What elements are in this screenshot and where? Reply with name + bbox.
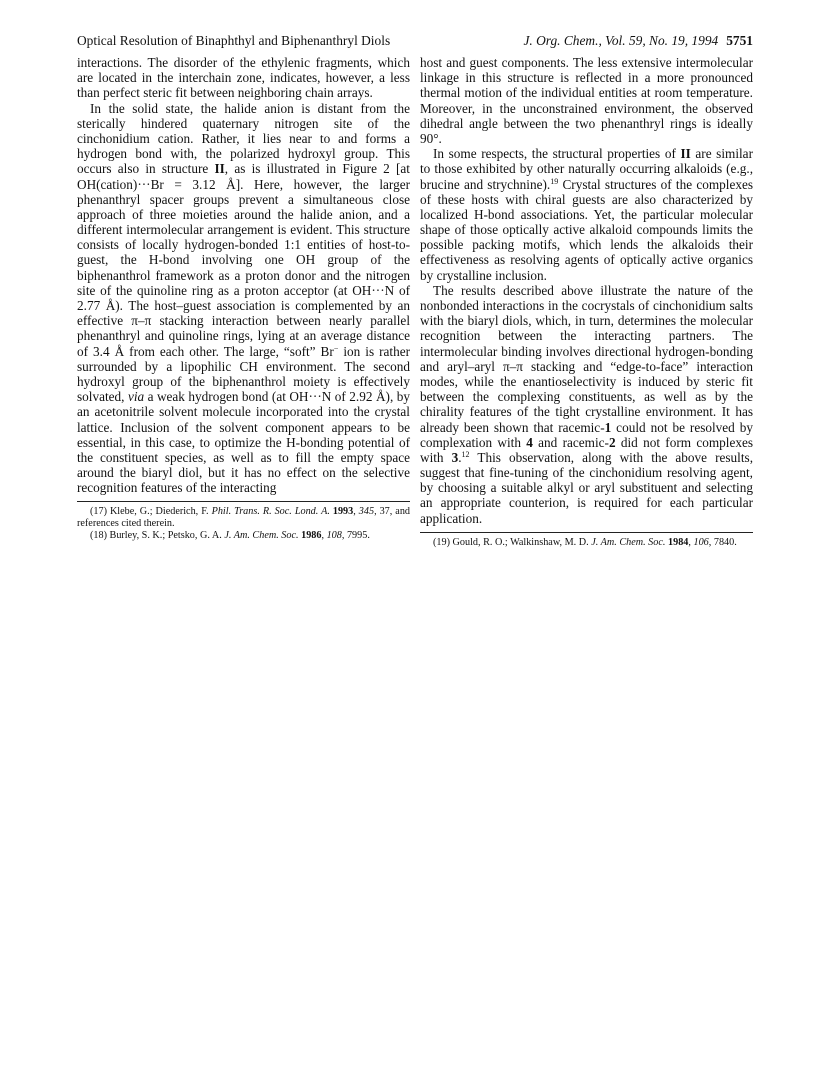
- left-column: [77, 55, 410, 541]
- paragraph: In some respects, the structural properties of II are similar to those exhibited by other naturally occurring alkaloids (e.g., brucine and strychnine).$^{19}$ Crystal structures of the complexes of these hosts with chiral guests are also characterized by localized H-bond associations. Yet, the particular molecular shape of those optically active alkaloid compounds limits the possible packing motifs, which lends the alkaloids their effectiveness as resolving agents of optically active organics by crystalline inclusion.: [420, 146, 753, 283]
- footnote-divider: [420, 532, 753, 533]
- journal-name: J. Org. Chem., Vol. 59, No. 19, 1994: [523, 33, 719, 48]
- paragraph: host and guest components. The less extensive intermolecular linkage in this structure is reflected in a more pronounced thermal motion of the individual entities at room temperature. Moreover, in the unconstrained environment, the observed dihedral angle between the two phenanthryl rings is ideally 90°.: [420, 55, 753, 146]
- footnote-17: (17) Klebe, G.; Diederich, F. Phil. Trans. R. Soc. Lond. A. 1993, 345, 37, and references cited therein.: [77, 506, 411, 530]
- page-number: 5751: [726, 33, 753, 48]
- footnote-divider: [77, 501, 410, 502]
- footnote-19: (19) Gould, R. O.; Walkinshaw, M. D. J. Am. Chem. Soc. 1984, 106, 7840.: [433, 536, 737, 548]
- running-title: Optical Resolution of Binaphthyl and Biphenanthryl Diols: [77, 33, 391, 48]
- paragraph: interactions. The disorder of the ethylenic fragments, which are located in the interchain zone, indicates, however, a less than perfect steric fit between neighboring chain arrays.: [77, 55, 410, 101]
- paragraph: In the solid state, the halide anion is distant from the sterically hindered quaternary nitrogen site of the cinchonidium cation. Rather, it lies near to and forms a hydrogen bond with, the polarized hydroxyl group. This occurs also in structure II, as is illustrated in Figure 2 [at OH(cation)···Br = 3.12 Å]. Here, however, the larger phenanthryl spacer groups prevent a simultaneous close approach of three moieties around the halide anion, and a different intermolecular arrangement is evident. This structure consists of locally hydrogen-bonded 1:1 entities of host-to-guest, the H-bond involving one OH group of the biphenanthrol framework as a proton donor and the nitrogen site of the quinoline ring as a proton acceptor (at OH···N of 2.77 Å). The host–guest association is complemented by an effective π–π stacking interaction between nearly parallel phenanthryl and quinoline rings, lying at an average distance of 3.4 Å from each other. The large, “soft” Br− ion is rather surrounded by a lipophilic CH environment. The second hydroxyl group of the biphenanthrol moiety is effectively solvated, via a weak hydrogen bond (at OH···N of 2.92 Å), by an acetonitrile solvent molecule incorporated into the crystal lattice. Inclusion of the solvent component appears to be essential, in this case, to optimize the H-bonding potential of the constituent species, as well as to fill the empty space around the biaryl diol, but it has no effect on the selective recognition features of the interacting: [77, 100, 410, 496]
- footnote-18: (18) Burley, S. K.; Petsko, G. A. J. Am. Chem. Soc. 1986, 108, 7995.: [90, 529, 370, 541]
- journal-citation: [523, 32, 753, 50]
- paragraph: The results described above illustrate the nature of the nonbonded interactions in the cocrystals of cinchonidium salts with the biaryl diols, which, in turn, determines the molecular recognition between the interacting partners. The intermolecular binding involves directional hydrogen-bonding and aryl–aryl π–π stacking and “edge-to-face” interaction modes, while the enantioselectivity is induced by steric fit between the complexing constituents, as well as by the chirality features of the tight crystalline environment. It has already been shown that racemic-1 could not be resolved by complexation with 4 and racemic-2 did not form complexes with 3.12 This observation, along with the above results, suggest that fine-tuning of the cinchonidium resolving agent, by choosing a suitable alkyl or aryl substituent and selecting an appropriate counterion, is required for each particular application.: [420, 282, 754, 526]
- page-header: [77, 32, 753, 50]
- right-column: [420, 55, 753, 548]
